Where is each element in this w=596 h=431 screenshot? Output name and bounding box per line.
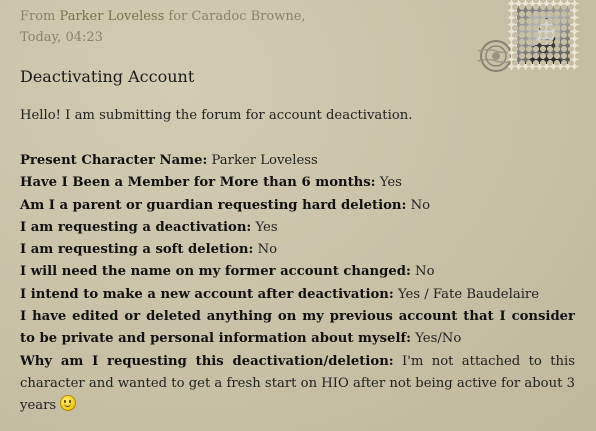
form-value: Parker Loveless (211, 153, 318, 168)
form-value: No (410, 197, 431, 213)
stamp-portrait (517, 6, 570, 64)
form-label: Am I a parent or guardian requesting hard deletion: (20, 197, 407, 213)
form-label: I am requesting a deactivation: (20, 219, 252, 235)
form-label: Have I Been a Member for More than 6 months: (20, 175, 376, 191)
form-row (20, 217, 575, 239)
form-label: I intend to make a new account after deactivation: (20, 286, 394, 302)
form-label: Present Character Name: (20, 153, 208, 168)
form-label: I will need the name on my former account changed: (20, 264, 411, 280)
form-label: I have edited or deleted anything on my previous account that I consider to be private and personal information about myself: (20, 309, 575, 347)
form-row (20, 172, 575, 194)
smiley-emoticon-icon (60, 395, 76, 411)
form-label: I am requesting a soft deletion: (20, 242, 254, 258)
form-row (20, 239, 575, 261)
message-intro: Hello! I am submitting the forum for account deactivation. (20, 108, 413, 123)
form-label: Why am I requesting this deactivation/deletion: (20, 353, 394, 369)
form-value: Yes (379, 175, 402, 191)
form-value: I'm not attached to this character and wanted to get a fresh start on HIO after not being active for about 3 years (20, 353, 575, 414)
form-value: No (415, 264, 435, 280)
form-value: Yes (255, 219, 278, 235)
message-meta (20, 6, 306, 48)
from-prefix: From (20, 9, 56, 24)
form-row (20, 261, 575, 283)
form-row (20, 284, 575, 306)
recipient-text: for Caradoc Browne, (168, 9, 306, 24)
message-subject: Deactivating Account (20, 67, 195, 86)
form-value: Yes / Fate Baudelaire (397, 286, 540, 302)
timestamp: Today, 04:23 (20, 30, 103, 45)
form-row (20, 195, 575, 217)
form-row (20, 306, 575, 351)
form-value: Yes/No (415, 331, 462, 347)
form-value: No (257, 242, 278, 258)
form-row (20, 150, 575, 172)
portrait-stamp-icon (508, 0, 579, 70)
form-row (20, 351, 575, 418)
sender-link[interactable]: Parker Loveless (59, 9, 165, 24)
deactivation-form (20, 150, 575, 418)
